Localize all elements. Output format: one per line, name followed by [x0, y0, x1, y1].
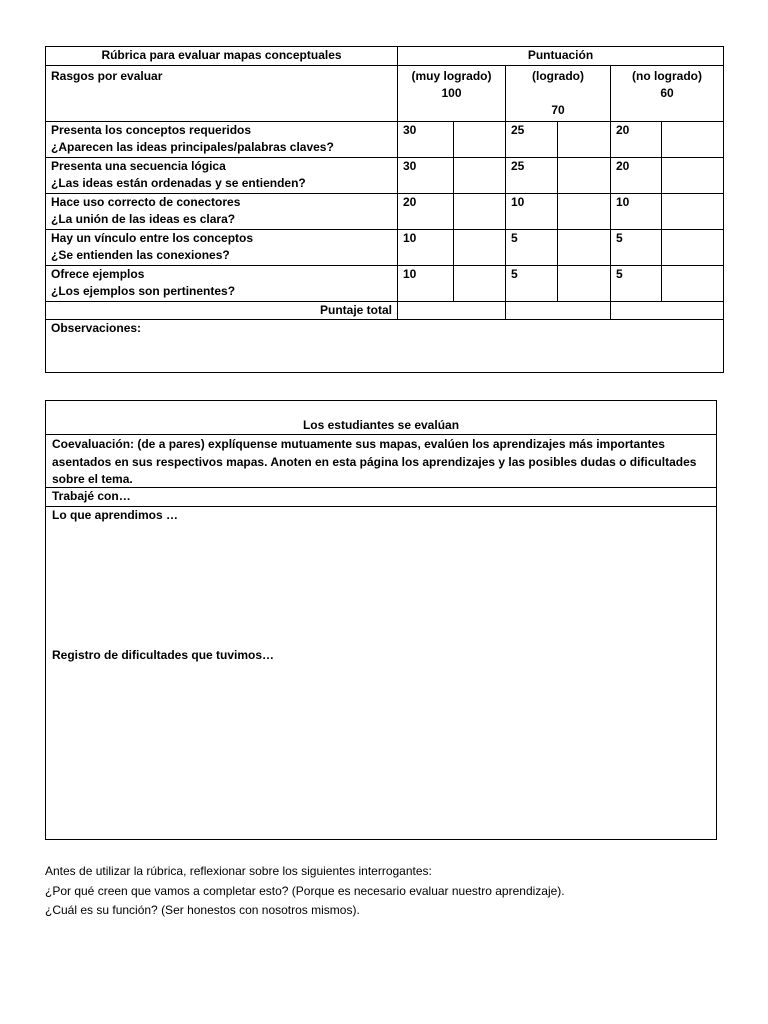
- total-entry-cell[interactable]: [398, 301, 506, 320]
- self-evaluation-box: [45, 400, 717, 840]
- score-entry-cell[interactable]: [558, 265, 611, 301]
- level-value: 100: [441, 86, 462, 100]
- criterion-row: [46, 193, 724, 229]
- criterion-row: [46, 157, 724, 193]
- score-entry-cell[interactable]: [454, 265, 506, 301]
- criterion-question: ¿Los ejemplos son pertinentes?: [51, 284, 236, 298]
- score-entry-cell[interactable]: [454, 229, 506, 265]
- criterion-title: Hace uso correcto de conectores: [51, 194, 241, 209]
- score-value: 20: [611, 121, 662, 157]
- score-value: 30: [398, 157, 454, 193]
- observations-row: [46, 320, 724, 373]
- worked-with-label: Trabajé con…: [52, 489, 131, 503]
- score-value: 10: [398, 229, 454, 265]
- question-item: ¿Cuál es su función? (Ser honestos con nosotros mismos).: [45, 903, 360, 917]
- level-label: (muy logrado): [411, 68, 492, 83]
- score-value: 10: [611, 193, 662, 229]
- score-entry-cell[interactable]: [454, 193, 506, 229]
- score-value: 25: [506, 121, 558, 157]
- criterion-cell: [46, 193, 398, 229]
- criterion-title: Presenta los conceptos requeridos: [51, 122, 252, 137]
- score-value: 20: [398, 193, 454, 229]
- score-entry-cell[interactable]: [558, 229, 611, 265]
- score-value: 10: [398, 265, 454, 301]
- traits-label: Rasgos por evaluar: [46, 65, 398, 121]
- criterion-row: [46, 121, 724, 157]
- criterion-question: ¿Se entienden las conexiones?: [51, 248, 230, 262]
- rubric-title: Rúbrica para evaluar mapas conceptuales: [46, 47, 398, 66]
- score-entry-cell[interactable]: [662, 121, 724, 157]
- question-item: ¿Por qué creen que vamos a completar esto? (Porque es necesario evaluar nuestro aprendizaje).: [45, 883, 565, 898]
- criterion-question: ¿Las ideas están ordenadas y se entienden?: [51, 176, 306, 190]
- score-value: 5: [611, 229, 662, 265]
- score-entry-cell[interactable]: [454, 121, 506, 157]
- score-value: 5: [611, 265, 662, 301]
- rubric-scale-row: [46, 65, 724, 121]
- rubric-header-row: [46, 47, 724, 66]
- criterion-cell: [46, 121, 398, 157]
- score-entry-cell[interactable]: [662, 229, 724, 265]
- criterion-row: [46, 265, 724, 301]
- criterion-cell: [46, 265, 398, 301]
- coevaluation-instructions: Coevaluación: (de a pares) explíquense mutuamente sus mapas, evalúen los aprendizajes más importantes asentados en sus respectivos mapas. Anoten en esta página los aprendizajes y las posibles dudas o dificultades sobre el tema.: [46, 435, 716, 488]
- level-label: (logrado): [532, 68, 584, 83]
- criterion-row: [46, 229, 724, 265]
- total-entry-cell[interactable]: [506, 301, 611, 320]
- score-value: 20: [611, 157, 662, 193]
- total-row: [46, 301, 724, 320]
- score-entry-cell[interactable]: [662, 265, 724, 301]
- score-entry-cell[interactable]: [662, 193, 724, 229]
- self-evaluation-title: Los estudiantes se evalúan: [46, 401, 716, 435]
- learned-label: Lo que aprendimos …: [52, 508, 179, 522]
- worked-with-field[interactable]: [46, 488, 716, 507]
- questions-intro: Antes de utilizar la rúbrica, reflexionar sobre los siguientes interrogantes:: [45, 864, 432, 878]
- level-value: 70: [551, 103, 565, 117]
- score-value: 10: [506, 193, 558, 229]
- score-entry-cell[interactable]: [454, 157, 506, 193]
- level-label: (no logrado): [632, 68, 702, 83]
- score-value: 25: [506, 157, 558, 193]
- difficulties-label: Registro de dificultades que tuvimos…: [52, 648, 275, 662]
- criterion-title: Ofrece ejemplos: [51, 266, 145, 281]
- criterion-title: Presenta una secuencia lógica: [51, 158, 226, 173]
- observations-field[interactable]: [46, 320, 724, 373]
- criterion-question: ¿Aparecen las ideas principales/palabras claves?: [51, 140, 334, 154]
- score-entry-cell[interactable]: [558, 157, 611, 193]
- score-value: 5: [506, 265, 558, 301]
- observations-label: Observaciones:: [51, 321, 142, 335]
- criterion-cell: [46, 157, 398, 193]
- criterion-question: ¿La unión de las ideas es clara?: [51, 212, 236, 226]
- level-not-achieved: [611, 65, 724, 121]
- total-label: Puntaje total: [46, 301, 398, 320]
- score-entry-cell[interactable]: [662, 157, 724, 193]
- score-value: 5: [506, 229, 558, 265]
- score-entry-cell[interactable]: [558, 121, 611, 157]
- rubric-table: [45, 46, 724, 373]
- score-entry-cell[interactable]: [558, 193, 611, 229]
- level-value: 60: [660, 86, 674, 100]
- total-entry-cell[interactable]: [611, 301, 724, 320]
- reflection-questions: [45, 862, 725, 921]
- criterion-title: Hay un vínculo entre los conceptos: [51, 230, 254, 245]
- level-very-achieved: [398, 65, 506, 121]
- learning-notes-area[interactable]: [46, 507, 716, 662]
- criterion-cell: [46, 229, 398, 265]
- score-value: 30: [398, 121, 454, 157]
- score-header: Puntuación: [398, 47, 724, 66]
- level-achieved: [506, 65, 611, 121]
